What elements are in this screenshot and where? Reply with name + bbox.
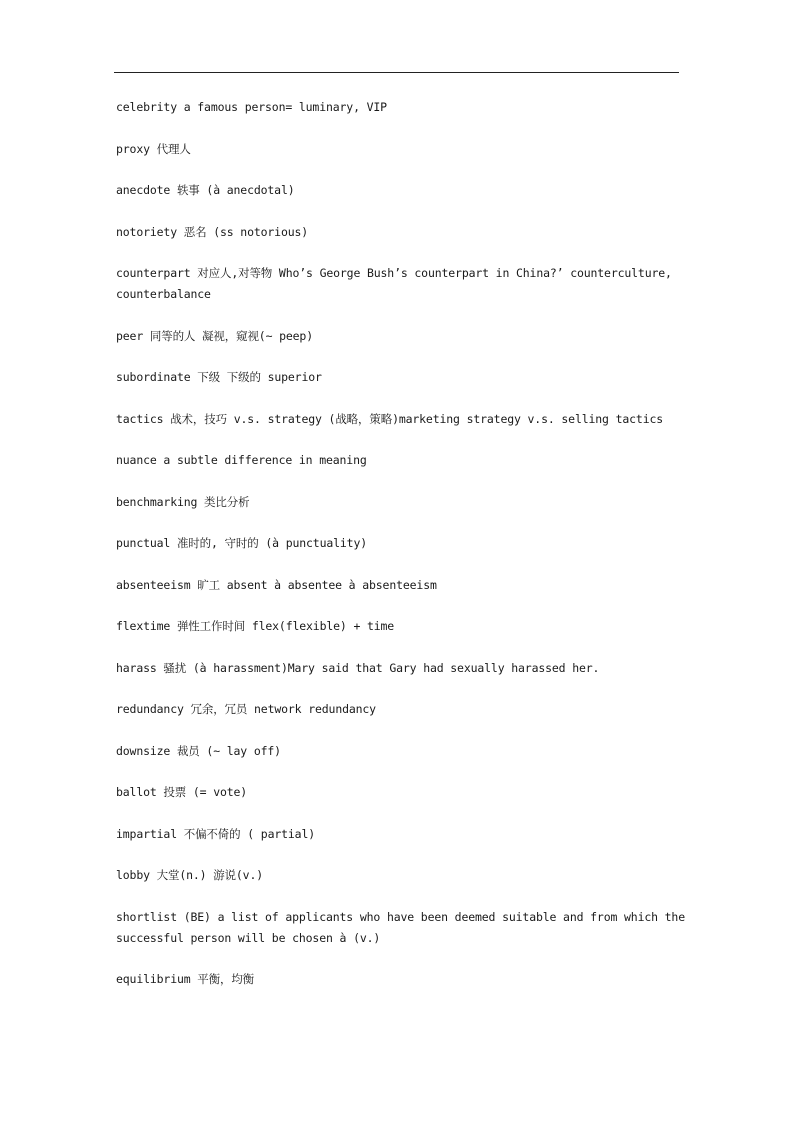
- vocab-entry: absenteeism 旷工 absent à absentee à absenteeism: [116, 577, 437, 592]
- vocab-entry: tactics 战术，技巧 v.s. strategy (战略，策略)marketing strategy v.s. selling tactics: [116, 411, 664, 426]
- vocab-entry: lobby 大堂(n.) 游说(v.): [116, 868, 264, 882]
- vocab-entry: benchmarking 类比分析: [116, 494, 250, 509]
- vocab-entry: downsize 裁员 (~ lay off): [116, 743, 281, 758]
- vocab-entry: punctual 准时的, 守时的 (à punctuality): [116, 536, 367, 550]
- vocab-entry: redundancy 冗余，冗员 network redundancy: [116, 702, 376, 716]
- vocab-entry: proxy 代理人: [116, 141, 191, 156]
- vocab-entry: celebrity a famous person= luminary, VIP: [116, 100, 387, 114]
- vocab-entry: shortlist (BE) a list of applicants who have been deemed suitable and from which the successful person will be chosen à (v.): [116, 909, 685, 945]
- vocab-entry: flextime 弹性工作时间 flex(flexible) + time: [116, 619, 395, 633]
- vocab-entry: counterpart 对应人,对等物 Who’s George Bush’s counterpart in China?’ counterculture, counterbalance: [116, 266, 672, 301]
- vocab-entry: subordinate 下级 下级的 superior: [116, 370, 322, 384]
- vocab-entry: anecdote 轶事 (à anecdotal): [116, 183, 295, 197]
- vocab-entry: peer 同等的人 凝视，窥视(~ peep): [116, 328, 313, 343]
- vocab-entry: harass 骚扰 (à harassment)Mary said that Gary had sexually harassed her.: [116, 660, 600, 675]
- vocabulary-list: [116, 97, 686, 1011]
- vocab-entry: nuance a subtle difference in meaning: [116, 453, 367, 467]
- header-rule: [114, 72, 679, 73]
- vocab-entry: notoriety 恶名 (ss notorious): [116, 224, 309, 239]
- vocab-entry: ballot 投票 (= vote): [116, 785, 248, 799]
- vocab-entry: equilibrium 平衡，均衡: [116, 972, 255, 986]
- vocab-entry: impartial 不偏不倚的 ( partial): [116, 826, 315, 841]
